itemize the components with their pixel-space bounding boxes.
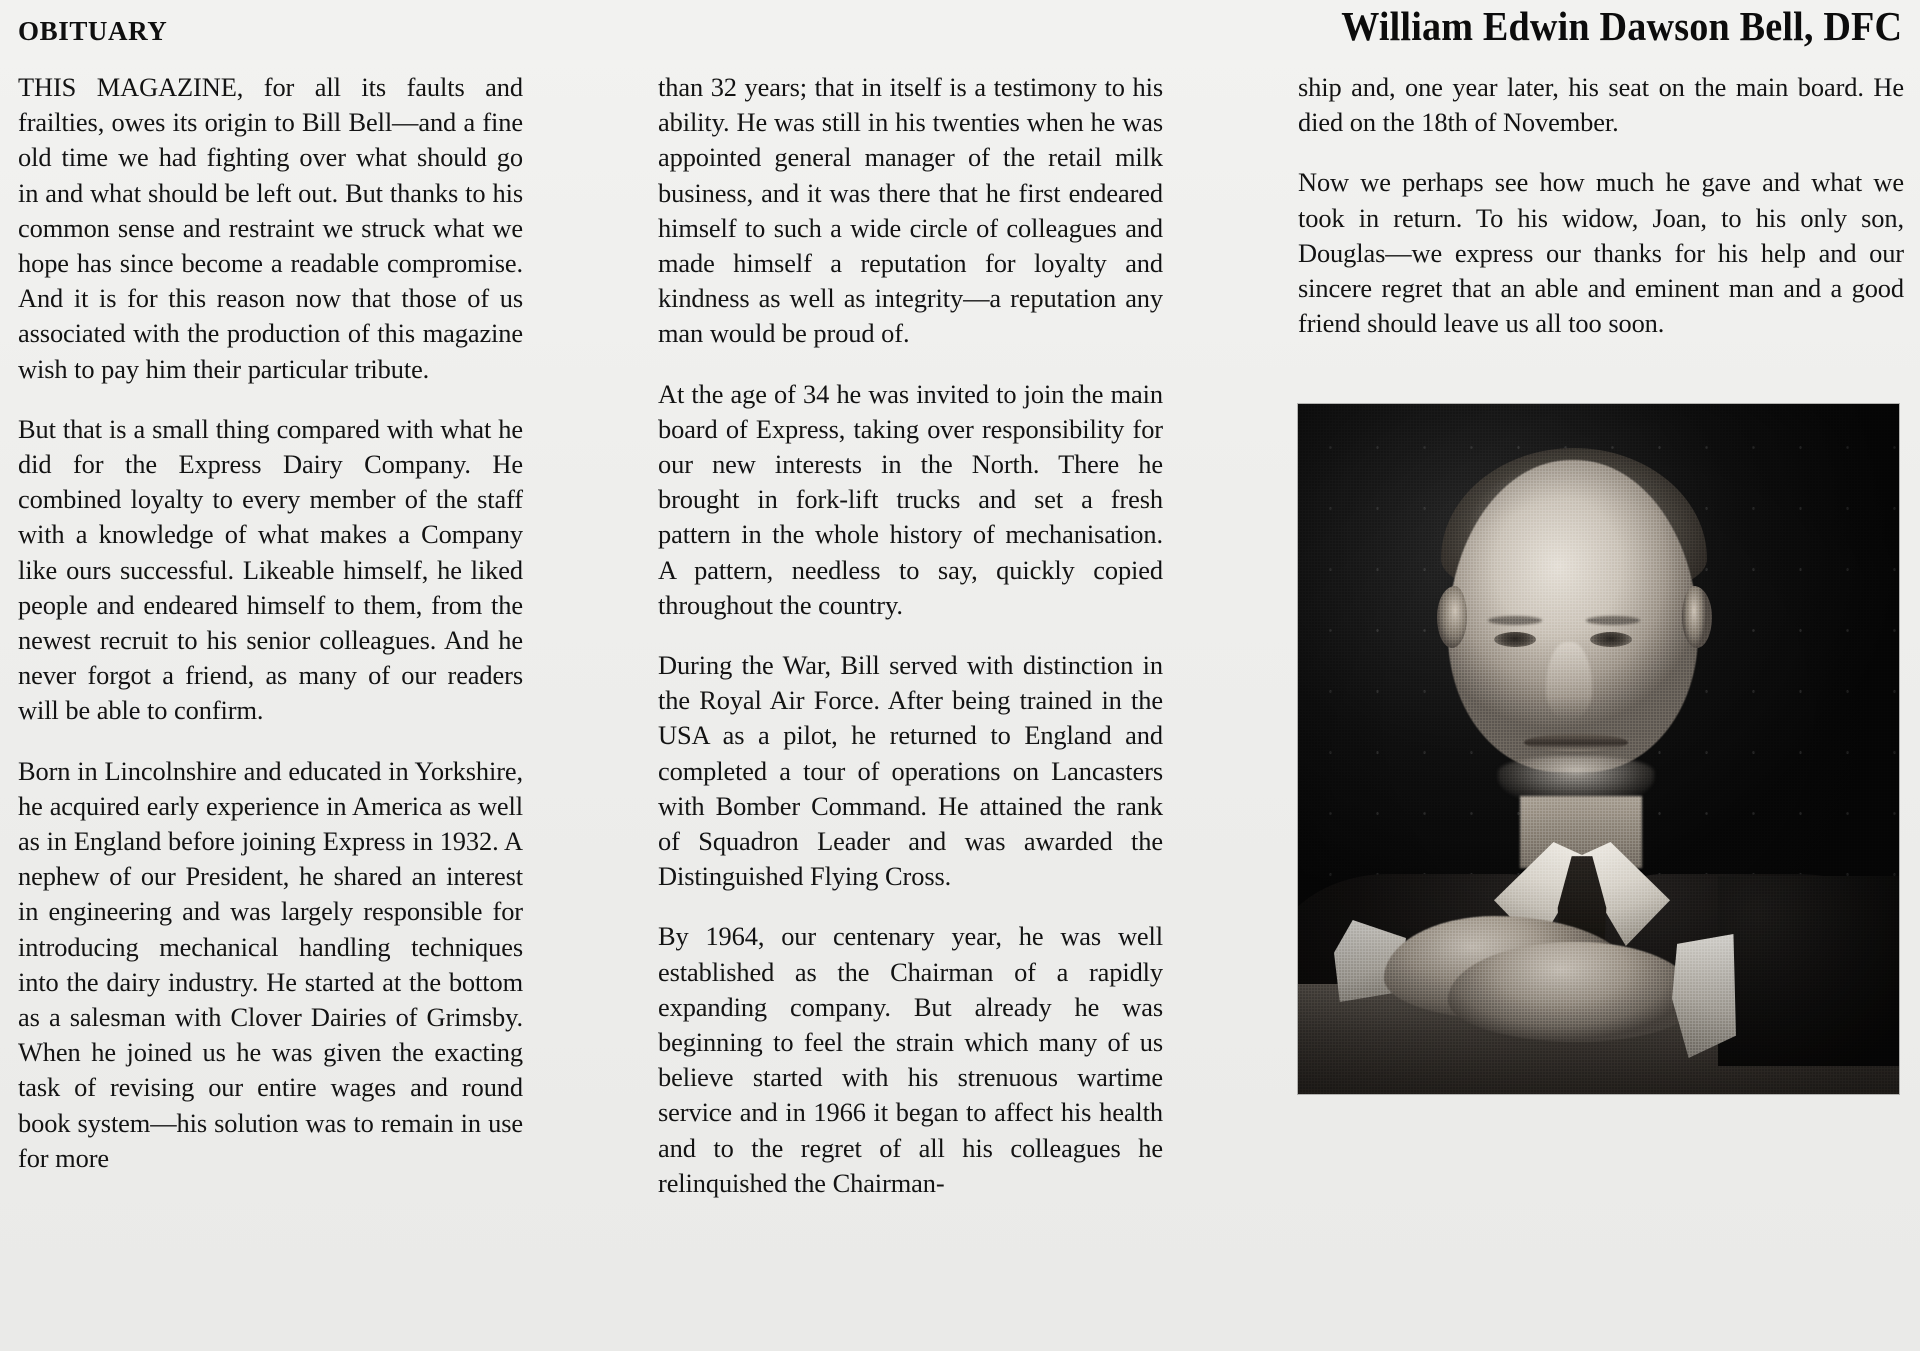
- photo-canvas: [1298, 404, 1899, 1094]
- photo-ear-left: [1437, 586, 1467, 648]
- text-column-2: [658, 70, 1163, 1351]
- paragraph: ship and, one year later, his seat on the main board. He died on the 18th of November.: [1298, 72, 1904, 138]
- photo-nose: [1546, 642, 1592, 720]
- paragraph: At the age of 34 he was invited to join the main board of Express, taking over responsibility for our new interests in the North. There he brought in fork-lift trucks and set a fresh pattern in the whole history of mechanisation. A pattern, needless to say, quickly copied throughout the country.: [658, 378, 1163, 620]
- photo-eyebrow-right: [1586, 616, 1640, 625]
- text-column-3: [1298, 70, 1904, 1351]
- photo-eyebrow-left: [1488, 616, 1542, 625]
- photo-eye-right: [1590, 632, 1632, 647]
- paragraph: Born in Lincolnshire and educated in Yorkshire, he acquired early experience in America as well as in England before joining Express in 1932. A nephew of our President, he shared an interest in engineering and was largely responsible for introducing mechanical handling techniques into the dairy industry. He started at the bottom as a salesman with Clover Dairies of Grimsby. When he joined us he was given the exacting task of revising our entire wages and round book system—his solution was to remain in use for more: [18, 755, 523, 1173]
- portrait-photograph: [1298, 404, 1899, 1094]
- paragraph: By 1964, our centenary year, he was well established as the Chairman of a rapidly expanding company. But already he was beginning to feel the strain which many of us believe started with his strenuous wartime service and in 1966 it began to affect his health and to the regret of all his colleagues he relinquished the Chairman-: [658, 921, 1163, 1198]
- photo-eye-left: [1494, 632, 1536, 647]
- paragraph: THIS MAGAZINE, for all its faults and frailties, owes its origin to Bill Bell—and a fine old time we had fighting over what should go in and what should be left out. But thanks to his common sense and restraint we struck what we hope has since become a readable compromise. And it is for this reason now that those of us associated with the production of this magazine wish to pay him their particular tribute.: [18, 72, 523, 384]
- photo-sleeve-right: [1718, 876, 1899, 1066]
- page-title: William Edwin Dawson Bell, DFC: [1340, 3, 1902, 49]
- photo-mouth: [1524, 734, 1628, 751]
- paragraph: than 32 years; that in itself is a testimony to his ability. He was still in his twenties when he was appointed general manager of the retail milk business, and it was there that he first endeared himself to such a wide circle of colleagues and made himself a reputation for loyalty and kindness as well as integrity—a reputation any man would be proud of.: [658, 72, 1163, 349]
- paragraph: But that is a small thing compared with what he did for the Express Dairy Company. He combined loyalty to every member of the staff with a knowledge of what makes a Company like ours successful. Likeable himself, he liked people and endeared himself to them, from the newest recruit to his senior colleagues. And he never forgot a friend, as many of our readers will be able to confirm.: [18, 413, 523, 726]
- paragraph: Now we perhaps see how much he gave and what we took in return. To his widow, Joan, to his only son, Douglas—we express our thanks for his help and our sincere regret that an able and eminent man and a good friend should leave us all too soon.: [1298, 167, 1904, 339]
- photo-ear-right: [1682, 586, 1712, 648]
- article-columns: [18, 70, 1904, 1351]
- masthead: [18, 3, 1902, 58]
- text-column-1: [18, 70, 523, 1351]
- paragraph: During the War, Bill served with distinction in the Royal Air Force. After being trained in the USA as a pilot, he returned to England and completed a tour of operations on Lancasters with Bomber Command. He attained the rank of Squadron Leader and was awarded the Distinguished Flying Cross.: [658, 650, 1163, 892]
- section-kicker: OBITUARY: [18, 16, 168, 46]
